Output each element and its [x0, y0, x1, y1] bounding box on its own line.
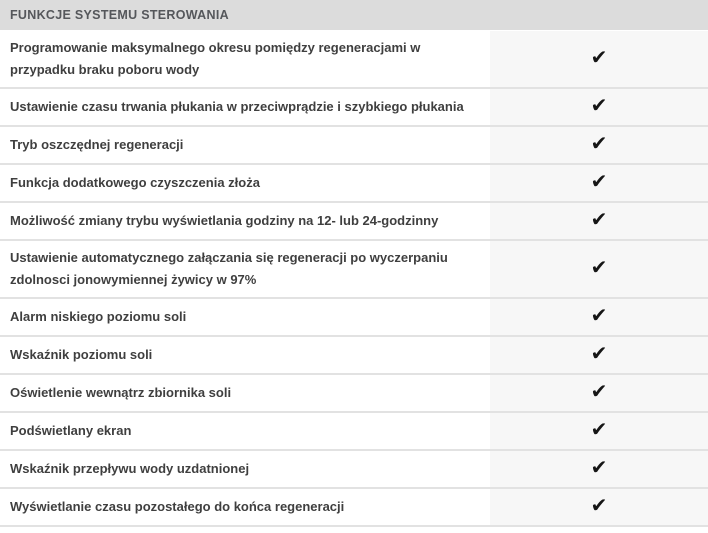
table-row [0, 127, 708, 165]
table-row [0, 337, 708, 375]
checkmark-icon: ✔ [590, 457, 608, 479]
table-row [0, 451, 708, 489]
check-cell [490, 203, 708, 239]
feature-label: Tryb oszczędnej regeneracji [0, 127, 490, 163]
checkmark-icon: ✔ [590, 419, 608, 441]
checkmark-icon: ✔ [590, 47, 608, 69]
table-row [0, 31, 708, 89]
check-cell [490, 451, 708, 487]
check-cell [490, 165, 708, 201]
feature-label: Programowanie maksymalnego okresu pomiędzy regeneracjami w przypadku braku poboru wody [0, 31, 490, 87]
checkmark-icon: ✔ [590, 343, 608, 365]
feature-label: Możliwość zmiany trybu wyświetlania godziny na 12- lub 24-godzinny [0, 203, 490, 239]
section-title: FUNKCJE SYSTEMU STEROWANIA [10, 8, 229, 22]
checkmark-icon: ✔ [590, 95, 608, 117]
feature-label: Oświetlenie wewnątrz zbiornika soli [0, 375, 490, 411]
check-cell [490, 241, 708, 297]
table-row [0, 165, 708, 203]
table-row [0, 203, 708, 241]
feature-label: Wskaźnik poziomu soli [0, 337, 490, 373]
table-row [0, 489, 708, 527]
bottom-spacer [0, 527, 708, 533]
check-cell [490, 489, 708, 525]
check-cell [490, 375, 708, 411]
checkmark-icon: ✔ [590, 209, 608, 231]
feature-rows [0, 31, 708, 527]
table-row [0, 413, 708, 451]
feature-label: Wskaźnik przepływu wody uzdatnionej [0, 451, 490, 487]
feature-label: Podświetlany ekran [0, 413, 490, 449]
check-cell [490, 127, 708, 163]
section-header [0, 0, 708, 30]
check-cell [490, 413, 708, 449]
table-row [0, 375, 708, 413]
check-cell [490, 299, 708, 335]
feature-label: Ustawienie czasu trwania płukania w przeciwprądzie i szybkiego płukania [0, 89, 490, 125]
checkmark-icon: ✔ [590, 305, 608, 327]
checkmark-icon: ✔ [590, 257, 608, 279]
checkmark-icon: ✔ [590, 381, 608, 403]
checkmark-icon: ✔ [590, 171, 608, 193]
check-cell [490, 337, 708, 373]
check-cell [490, 89, 708, 125]
feature-label: Ustawienie automatycznego załączania się regeneracji po wyczerpaniu zdolnosci jonowymiennej żywicy w 97% [0, 241, 490, 297]
feature-label: Alarm niskiego poziomu soli [0, 299, 490, 335]
check-cell [490, 31, 708, 87]
checkmark-icon: ✔ [590, 495, 608, 517]
feature-label: Funkcja dodatkowego czyszczenia złoża [0, 165, 490, 201]
table-row [0, 89, 708, 127]
checkmark-icon: ✔ [590, 133, 608, 155]
table-row [0, 299, 708, 337]
feature-label: Wyświetlanie czasu pozostałego do końca regeneracji [0, 489, 490, 525]
table-row [0, 241, 708, 299]
